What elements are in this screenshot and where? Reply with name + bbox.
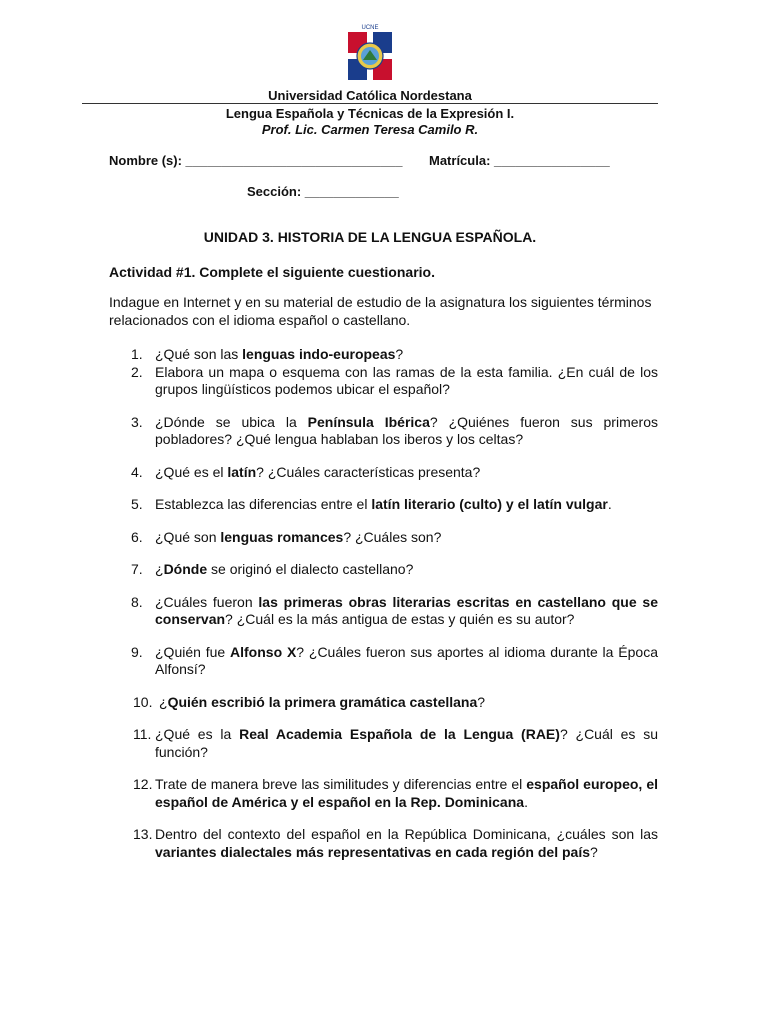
question-text: ? ¿Cuáles características presenta? [256,463,481,480]
question-text: ¿Qué son [155,528,221,545]
question-text: ¿Qué es el [155,463,228,480]
question-item [109,694,658,712]
question-text: Elabora un mapa o esquema con las ramas de la esta familia. ¿En cuál de los grupos lingüísticos podemos ubicar el español? [155,363,658,397]
question-number: 12. [133,776,153,792]
header-divider [82,103,658,104]
question-item [109,644,658,679]
question-text: ¿Qué es la [155,726,240,742]
question-list [109,346,658,861]
id-field[interactable]: Matrícula: ________________ [429,153,610,168]
question-text: ? ¿Cuáles fueron sus aportes al idioma durante la Época Alfonsí? [155,643,658,677]
question-keyterm: las primeras obras literarias escritas en castellano que se conservan [155,593,658,627]
question-number: 11. [133,726,152,742]
question-item [109,346,658,364]
question-item [109,414,658,449]
activity-heading: Actividad #1. Complete el siguiente cuestionario. [109,264,435,280]
question-text: se originó el dialecto castellano? [207,561,414,577]
question-item [109,464,658,482]
question-number: 9. [131,643,143,660]
question-item [109,529,658,547]
question-keyterm: Península Ibérica [307,413,430,430]
question-item [109,726,658,761]
question-item [109,776,658,811]
question-number: 4. [131,463,143,480]
question-text: ¿Qué son las [155,346,243,362]
question-keyterm: Real Academia Española de la Lengua (RAE) [239,726,560,742]
question-keyterm: Quién escribió la primera gramática castellana [167,693,478,710]
question-text: ? ¿Cuál es su función? [155,726,659,760]
question-item [109,561,658,579]
course-name: Lengua Española y Técnicas de la Expresión I. [225,106,515,121]
question-keyterm: lenguas romances [220,528,344,545]
question-text: Trate de manera breve las similitudes y diferencias entre el [155,776,527,792]
question-text: ¿ [159,693,168,710]
question-keyterm: Alfonso X [230,643,297,660]
question-text: ¿Dónde se ubica la [155,413,308,430]
question-text: ? [395,346,404,362]
name-field[interactable]: Nombre (s): ______________________________ [109,153,403,168]
question-keyterm: español europeo, el español de América y el español en la Rep. Dominicana [155,776,658,810]
question-text: ? [477,693,486,710]
university-logo [344,22,396,84]
question-item [109,364,658,399]
question-number: 1. [131,346,143,362]
question-number: 3. [131,413,143,430]
question-text: Dentro del contexto del español en la República Dominicana, ¿cuáles son las [155,826,658,842]
question-number: 13. [133,826,153,842]
question-text: Establezca las diferencias entre el [155,496,372,512]
question-text: ¿Cuáles fueron [155,593,259,610]
question-number: 5. [131,496,143,512]
question-number: 10. [133,693,153,710]
logo-text: UCNE [361,25,379,31]
question-text: . [607,496,612,512]
question-text: ? ¿Quiénes fueron sus primeros pobladores? ¿Qué lengua hablaban los iberos y los celtas? [155,413,658,447]
question-keyterm: Dónde [163,561,208,577]
question-number: 2. [131,363,143,380]
question-text: ? ¿Cuál es la más antigua de estas y quién es su autor? [225,611,575,627]
question-keyterm: latín literario (culto) y el latín vulgar [371,496,608,512]
section-field[interactable]: Sección: _____________ [247,184,399,199]
unit-title: UNIDAD 3. HISTORIA DE LA LENGUA ESPAÑOLA. [203,229,537,245]
question-item [109,496,658,514]
question-item [109,826,658,861]
intro-paragraph: Indague en Internet y en su material de estudio de la asignatura los siguientes términos relacionados con el idioma español o castellano. [109,294,652,328]
question-number: 7. [131,561,143,577]
question-text: ? ¿Cuáles son? [343,528,442,545]
question-keyterm: latín [227,463,257,480]
question-item [109,594,658,629]
question-text: ¿ [155,561,164,577]
question-number: 6. [131,528,143,545]
question-keyterm: lenguas indo-europeas [242,346,396,362]
professor-name: Prof. Lic. Carmen Teresa Camilo R. [261,122,479,137]
question-number: 8. [131,593,143,610]
question-text: ¿Quién fue [155,643,231,660]
university-name: Universidad Católica Nordestana [268,88,472,103]
question-keyterm: variantes dialectales más representativas en cada región del país [155,843,590,860]
question-text: ? [590,843,598,860]
question-text: . [524,793,528,810]
